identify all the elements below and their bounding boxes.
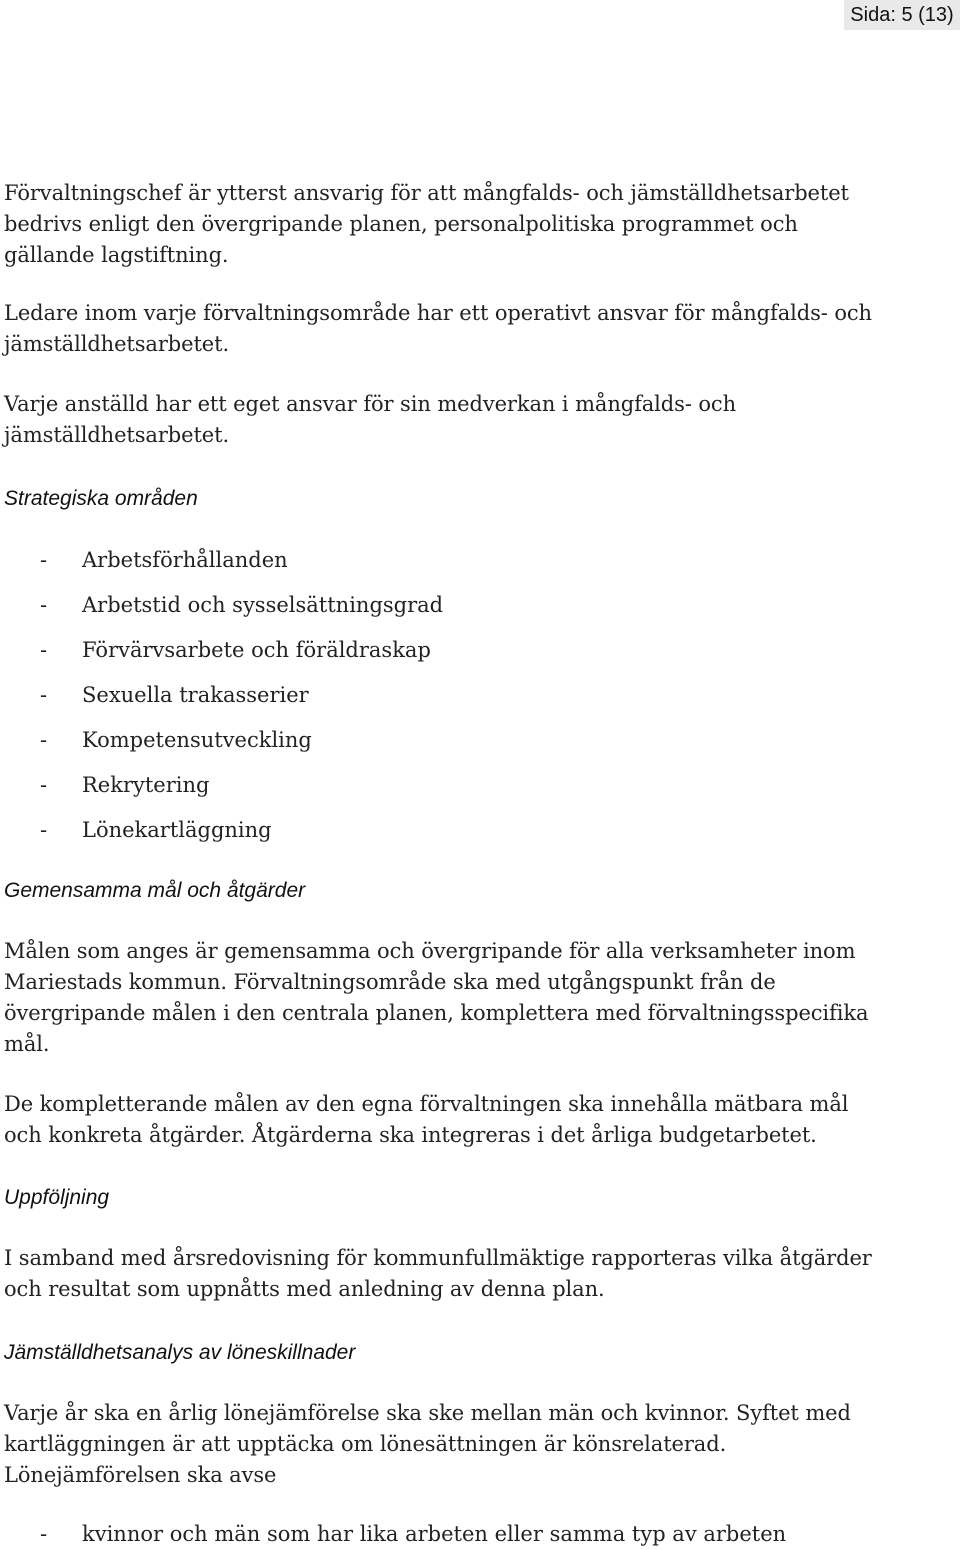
list-item: - Arbetsförhållanden	[4, 545, 443, 590]
text-line: Lönejämförelsen ska avse	[4, 1463, 277, 1487]
text-line: I samband med årsredovisning för kommunfullmäktige rapporteras vilka åtgärder	[4, 1246, 872, 1270]
dash-bullet: -	[40, 773, 48, 797]
section-heading-strategic: Strategiska områden	[4, 487, 198, 510]
goals-paragraph-2	[4, 1089, 848, 1151]
dash-bullet: -	[40, 593, 48, 617]
list-item: - kvinnor och män som har lika arbeten eller samma typ av arbeten	[4, 1519, 786, 1549]
section-heading-goals: Gemensamma mål och åtgärder	[4, 879, 306, 902]
intro-paragraph-2	[4, 298, 872, 360]
list-item: - Kompetensutveckling	[4, 725, 443, 770]
text-line: Varje år ska en årlig lönejämförelse ska ske mellan män och kvinnor. Syftet med	[4, 1401, 851, 1425]
list-item: - Arbetstid och sysselsättningsgrad	[4, 590, 443, 635]
dash-bullet: -	[40, 818, 48, 842]
list-item: - Rekrytering	[4, 770, 443, 815]
intro-paragraph-1	[4, 178, 849, 271]
intro-paragraph-3	[4, 389, 736, 451]
dash-bullet: -	[40, 1522, 48, 1546]
dash-bullet: -	[40, 728, 48, 752]
dash-bullet: -	[40, 683, 48, 707]
dash-bullet: -	[40, 638, 48, 662]
text-line: och resultat som uppnåtts med anledning av denna plan.	[4, 1277, 605, 1301]
analysis-list	[4, 1519, 786, 1549]
text-line: gällande lagstiftning.	[4, 243, 229, 267]
text-line: Varje anställd har ett eget ansvar för sin medverkan i mångfalds- och	[4, 392, 737, 416]
analysis-paragraph	[4, 1398, 851, 1491]
strategic-list	[4, 545, 443, 860]
text-line: bedrivs enligt den övergripande planen, personalpolitiska programmet och	[4, 212, 798, 236]
text-line: och konkreta åtgärder. Åtgärderna ska integreras i det årliga budgetarbetet.	[4, 1123, 817, 1147]
text-line: kartläggningen är att upptäcka om lönesättningen är könsrelaterad.	[4, 1432, 727, 1456]
text-line: Ledare inom varje förvaltningsområde har ett operativt ansvar för mångfalds- och	[4, 301, 872, 325]
followup-paragraph	[4, 1243, 872, 1305]
dash-bullet: -	[40, 548, 48, 572]
text-line: mål.	[4, 1032, 50, 1056]
list-item: - Sexuella trakasserier	[4, 680, 443, 725]
section-heading-followup: Uppföljning	[4, 1186, 110, 1209]
page-number: Sida: 5 (13)	[844, 0, 960, 30]
text-line: Målen som anges är gemensamma och övergripande för alla verksamheter inom	[4, 939, 856, 963]
section-heading-analysis: Jämställdhetsanalys av löneskillnader	[4, 1341, 356, 1364]
list-item: - Förvärvsarbete och föräldraskap	[4, 635, 443, 680]
text-line: Förvaltningschef är ytterst ansvarig för att mångfalds- och jämställdhetsarbetet	[4, 181, 849, 205]
list-item: - Lönekartläggning	[4, 815, 443, 860]
text-line: Mariestads kommun. Förvaltningsområde ska med utgångspunkt från de	[4, 970, 776, 994]
goals-paragraph-1	[4, 936, 868, 1060]
text-line: övergripande målen i den centrala planen, komplettera med förvaltningsspecifika	[4, 1001, 869, 1025]
text-line: jämställdhetsarbetet.	[4, 332, 230, 356]
text-line: De kompletterande målen av den egna förvaltningen ska innehålla mätbara mål	[4, 1092, 849, 1116]
text-line: jämställdhetsarbetet.	[4, 423, 230, 447]
